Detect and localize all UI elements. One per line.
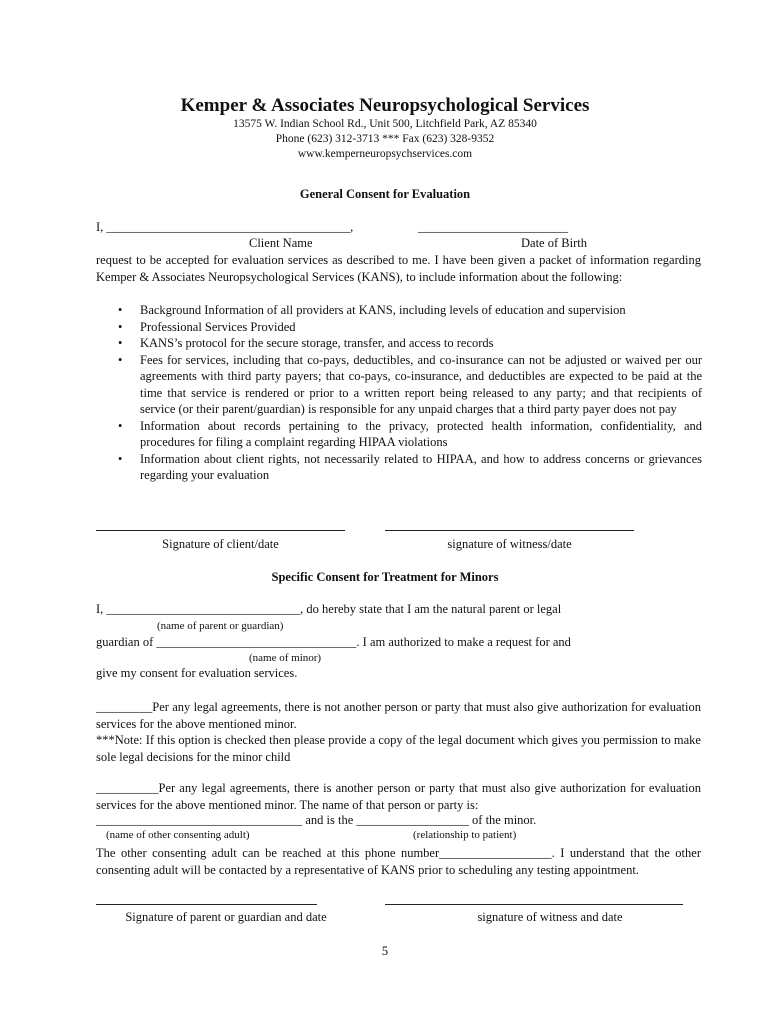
list-item: • Information about client rights, not necessarily related to HIPAA, and how to address concerns or grievances regarding your evaluation xyxy=(118,451,702,482)
date-of-birth-label: Date of Birth xyxy=(521,236,587,250)
client-signature-line[interactable] xyxy=(96,530,345,531)
relationship-label: (relationship to patient) xyxy=(413,829,517,841)
bullet-icon: • xyxy=(118,451,123,466)
other-adult-label: (name of other consenting adult) xyxy=(106,829,250,841)
list-item: • Information about records pertaining to the privacy, protected health information, confidentiality, and procedures for filing a complaint regarding HIPAA violations xyxy=(118,418,702,449)
client-line xyxy=(96,221,353,234)
minor-name-field[interactable]: ________________________________ xyxy=(156,635,357,649)
practice-address: 13575 W. Indian School Rd., Unit 500, Litchfield Park, AZ 85340 xyxy=(233,118,537,130)
other-adult-name-field[interactable]: _________________________________ xyxy=(96,813,303,827)
option-sole-guardian[interactable]: _________Per any legal agreements, there is not another person or party that must also give authorization for evaluation services for the above mentioned minor. xyxy=(96,700,701,731)
client-name-field[interactable]: _______________________________________ xyxy=(106,220,351,234)
list-item: • Fees for services, including that co-pays, deductibles, and co-insurance can not be adjusted or waived per our agreements with third party payers; that co-pays, co-insurance, and deductibles are expected to be paid at the time that service is rendered or prior to a written report being released to any party; and that recipients of service (or their parent/guardian) is responsible for any unpaid charges that a third party payer does not pay xyxy=(118,352,702,416)
other-adult-line: _________________________________ and is the __________________ of the minor. xyxy=(96,813,537,827)
evaluation-section-title: General Consent for Evaluation xyxy=(299,187,471,201)
client-signature-label: Signature of client/date xyxy=(162,537,279,551)
bullet-icon: • xyxy=(118,319,123,334)
list-item: • Background Information of all providers at KANS, including levels of education and supervision xyxy=(118,303,626,317)
practice-website: www.kemperneuropsychservices.com xyxy=(297,148,473,160)
consent-statement: give my consent for evaluation services. xyxy=(96,666,298,680)
client-line-comma: , xyxy=(350,220,354,234)
date-of-birth-field[interactable]: ________________________ xyxy=(418,220,568,234)
list-item: • Professional Services Provided xyxy=(118,319,296,334)
list-item: • KANS’s protocol for the secure storage, transfer, and access to records xyxy=(118,336,494,350)
bullet-icon: • xyxy=(118,336,123,350)
minor-name-label: (name of minor) xyxy=(249,652,322,664)
minor-witness-signature-line[interactable] xyxy=(385,904,683,905)
minor-witness-signature-label: signature of witness and date xyxy=(477,910,623,924)
evaluation-intro: request to be accepted for evaluation services as described to me. I have been given a packet of information regarding Kemper & Associates Neuropsychological Services (KANS), to include information about the following: xyxy=(96,253,701,284)
parent-name-label: (name of parent or guardian) xyxy=(157,620,284,632)
bullet-icon: • xyxy=(118,352,123,367)
witness-signature-label: signature of witness/date xyxy=(447,537,572,551)
bullet-icon: • xyxy=(118,418,123,433)
client-name-label: Client Name xyxy=(249,236,313,250)
contact-statement: The other consenting adult can be reached at this phone number__________________. I understand that the other consenting adult will be contacted by a representative of KANS prior to scheduling any testing appointment. xyxy=(96,846,701,877)
relationship-field[interactable]: __________________ xyxy=(356,813,469,827)
option-other-party[interactable]: __________Per any legal agreements, there is another person or party that must also give authorization for evaluation services for the above mentioned minor. The name of that person or party is: xyxy=(96,781,701,812)
client-line-prefix: I, xyxy=(96,220,107,234)
parent-signature-line[interactable] xyxy=(96,904,317,905)
witness-signature-line[interactable] xyxy=(385,530,634,531)
minors-section-title: Specific Consent for Treatment for Minors xyxy=(271,570,499,584)
bullet-icon: • xyxy=(118,303,123,317)
practice-title: Kemper & Associates Neuropsychological Services xyxy=(180,95,590,116)
parent-signature-label: Signature of parent or guardian and date xyxy=(125,910,327,924)
parent-line: I, _______________________________, do hereby state that I am the natural parent or legal xyxy=(96,602,562,616)
page-number: 5 xyxy=(381,944,389,958)
option-note: ***Note: If this option is checked then please provide a copy of the legal document which gives you permission to make sole legal decisions for the minor child xyxy=(96,733,701,764)
guardian-line: guardian of ________________________________. I am authorized to make a request for and xyxy=(96,635,571,649)
parent-name-field[interactable]: _______________________________ xyxy=(106,602,301,616)
evaluation-bullet-list xyxy=(116,302,702,484)
practice-phone: Phone (623) 312-3713 *** Fax (623) 328-9352 xyxy=(275,133,495,145)
